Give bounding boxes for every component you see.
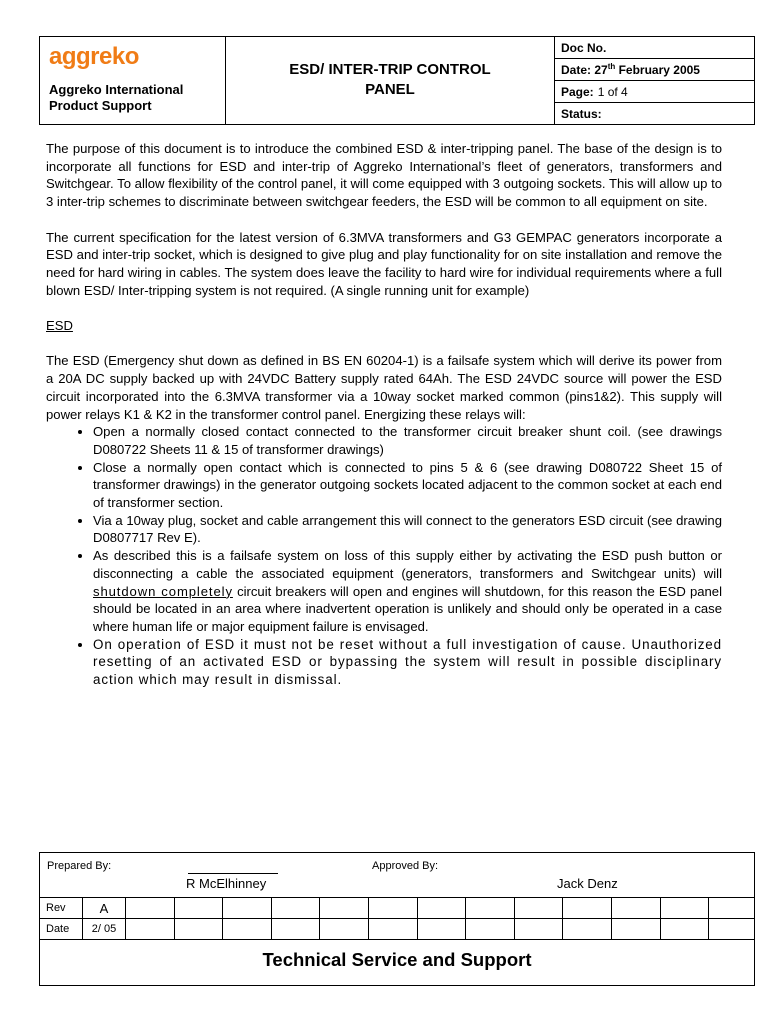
list-item: • Open a normally closed contact connected to the transformer circuit breaker shunt coil. (see drawings D080722 Sheets 11 & 15 of transformer drawings) bbox=[93, 423, 722, 458]
date-row bbox=[40, 919, 754, 940]
status-row bbox=[555, 103, 754, 124]
rev-label: Rev bbox=[40, 898, 83, 919]
revision-table bbox=[40, 897, 754, 940]
approved-by-name: Jack Denz bbox=[557, 876, 618, 891]
esd-heading: ESD bbox=[46, 318, 73, 333]
date-label: Date: 27th February 2005 bbox=[561, 62, 700, 77]
signature-line bbox=[188, 873, 278, 874]
date-label: Date bbox=[40, 919, 83, 940]
org-name: Aggreko International bbox=[49, 82, 184, 97]
prepared-by-label: Prepared By: bbox=[47, 860, 112, 872]
page-label: Page: bbox=[561, 84, 594, 99]
shutdown-emphasis: shutdown completely bbox=[93, 583, 233, 599]
doc-no-row bbox=[555, 37, 754, 59]
doc-meta bbox=[555, 37, 754, 124]
logo-cell bbox=[40, 37, 226, 124]
rev-value: A bbox=[83, 898, 126, 919]
list-item: • As described this is a failsafe system on loss of this supply either by activating the ESD push button or disconnecting a cable the associated equipment (generators, transformers and Switchgear units) will shutdown completely circuit breakers will open and engines will shutdown, for this reason the ESD panel should be located in an area where inadvertent operation is unlikely and should only be operated in a case where human life or major equipment failure is envisaged. bbox=[93, 547, 722, 636]
esd-paragraph: The ESD (Emergency shut down as defined in BS EN 60204-1) is a failsafe system which will derive its power from a 20A DC supply backed up with 24VDC Battery supply rated 64Ah. The ESD 24VDC source will power the ESD circuit incorporated into the 6.3MVA transformer via a 10way socket marked common (pins1&2). This supply will power relays K1 & K2 in the transformer control panel. Energizing these relays will: bbox=[46, 353, 722, 422]
prepared-by-name: R McElhinney bbox=[186, 876, 267, 891]
document-header bbox=[39, 36, 755, 125]
footer-banner: Technical Service and Support bbox=[262, 949, 532, 970]
intro-paragraph: The purpose of this document is to introduce the combined ESD & inter-tripping panel. The base of the design is to incorporate all functions for ESD and inter-trip of Aggreko International’s fleet of generators, transformers and Switchgear. To allow flexibility of the control panel, it will come equipped with 3 outgoing sockets. This will allow up to 3 inter-trip schemes to discriminate between switchgear feeders, the ESD will be common to all equipment on site. bbox=[46, 141, 722, 210]
list-item: • On operation of ESD it must not be reset without a full investigation of cause. Unauthorized resetting of an activated ESD or bypassing the system will result in possible disciplinary action which may result in dismissal. bbox=[93, 636, 722, 689]
document-body bbox=[46, 140, 722, 689]
list-item: • Via a 10way plug, socket and cable arrangement this will connect to the generators ESD circuit (see drawing D0807717 Rev E). bbox=[93, 512, 722, 547]
date-value: 2/ 05 bbox=[83, 919, 126, 940]
esd-bullet-list bbox=[46, 423, 722, 689]
doc-no-label: Doc No. bbox=[561, 40, 607, 55]
status-label: Status: bbox=[561, 106, 602, 121]
org-department: Product Support bbox=[49, 98, 152, 113]
rev-row bbox=[40, 898, 754, 919]
specification-paragraph: The current specification for the latest version of 6.3MVA transformers and G3 GEMPAC generators incorporate a ESD and inter-trip socket, which is designed to give plug and play functionality for on site installation and remove the need for hard wiring in cables. The system does leave the facility to hard wire for individual requirements where a full blown ESD/ Inter-tripping system is not required. (A single running unit for example) bbox=[46, 229, 722, 298]
document-title bbox=[226, 37, 555, 124]
title-line-2: PANEL bbox=[365, 81, 415, 98]
aggreko-logo: aggreko bbox=[49, 43, 139, 70]
list-item: • Close a normally open contact which is connected to pins 5 & 6 (see drawing D080722 Sheet 15 of transformer drawings) in the generator outgoing sockets located adjacent to the common socket at each end of transformer section. bbox=[93, 459, 722, 512]
date-row bbox=[555, 59, 754, 81]
title-line-1: ESD/ INTER-TRIP CONTROL bbox=[289, 61, 491, 78]
page-row bbox=[555, 81, 754, 103]
page-value: 1 of 4 bbox=[597, 84, 628, 99]
approved-by-label: Approved By: bbox=[372, 860, 439, 872]
document-footer bbox=[39, 852, 755, 986]
